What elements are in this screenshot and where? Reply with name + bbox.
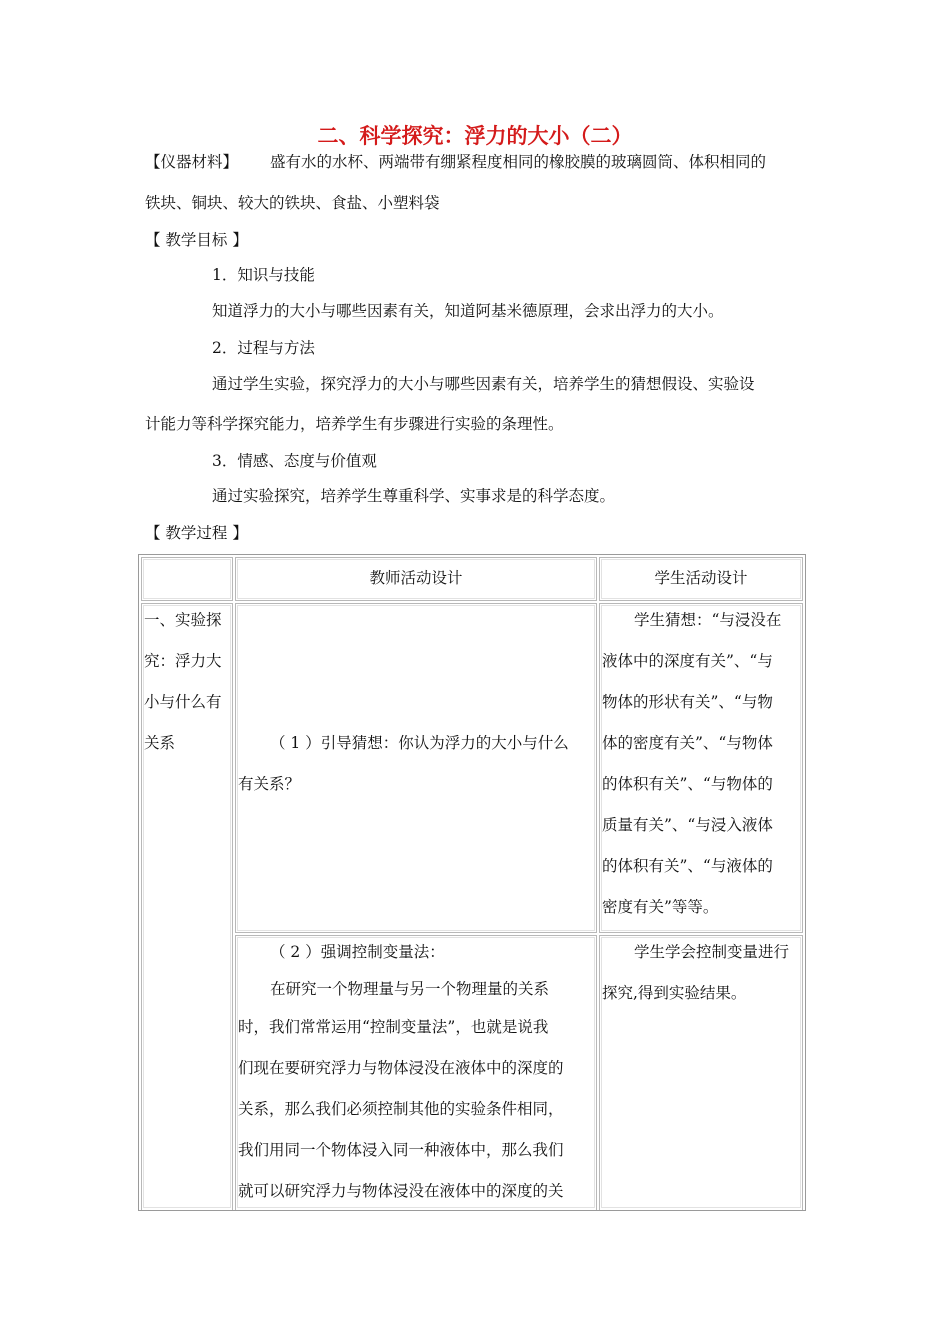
objective-3-text: 通过实验探究，培养学生尊重科学、实事求是的科学态度。: [212, 487, 616, 505]
row2-teacher-line: 在研究一个物理量与另一个物理量的关系: [270, 980, 550, 998]
table-header-student-label: 学生活动设计: [654, 569, 748, 587]
objective-1-text: 知道浮力的大小与哪些因素有关，知道阿基米德原理，会求出浮力的大小。: [212, 302, 724, 320]
row1-student-line: 液体中的深度有关”、“与: [602, 652, 773, 670]
row1-student-cell: [599, 603, 803, 933]
objective-3-title: 3．情感、态度与价值观: [212, 452, 377, 470]
row2-teacher-line: 关系，那么我们必须控制其他的实验条件相同，: [238, 1100, 564, 1118]
section-cell: [141, 603, 233, 1210]
row1-student-line: 密度有关”等等。: [602, 898, 719, 916]
row2-teacher-line: 时，我们常常运用“控制变量法”，也就是说我: [238, 1018, 549, 1036]
row1-student-line: 的体积有关”、“与物体的: [602, 775, 773, 793]
objective-2-text-line1: 通过学生实验，探究浮力的大小与哪些因素有关，培养学生的猜想假设、实验设: [212, 375, 755, 393]
section-line: 一、实验探: [144, 611, 222, 629]
row1-teacher-line: 有关系？: [238, 775, 301, 793]
row2-student-line: 学生学会控制变量进行: [634, 943, 790, 961]
row2-teacher-cell: [235, 935, 597, 1210]
objectives-heading: 【 教学目标 】: [145, 231, 248, 249]
row2-student-line: 探究,得到实验结果。: [602, 984, 747, 1002]
row1-teacher-line: （ 1 ）引导猜想：你认为浮力的大小与什么: [270, 734, 569, 752]
materials-text-line1: 盛有水的水杯、两端带有绷紧程度相同的橡胶膜的玻璃圆筒、体积相同的: [270, 153, 767, 171]
table-header-teacher: [235, 557, 597, 601]
materials-label: 【仪器材料】: [145, 153, 239, 171]
row2-teacher-line: 我们用同一个物体浸入同一种液体中，那么我们: [238, 1141, 564, 1159]
row2-teacher-line: 们现在要研究浮力与物体浸没在液体中的深度的: [238, 1059, 564, 1077]
page-title: 二、科学探究：浮力的大小（二）: [317, 124, 633, 148]
row1-student-line: 学生猜想：“与浸没在: [634, 611, 782, 629]
row2-teacher-line: 就可以研究浮力与物体浸没在液体中的深度的关: [238, 1182, 564, 1200]
table-header-student: [599, 557, 803, 601]
objective-1-title: 1．知识与技能: [212, 266, 315, 284]
objective-2-text-line2: 计能力等科学探究能力，培养学生有步骤进行实验的条理性。: [145, 415, 564, 433]
row1-student-line: 体的密度有关”、“与物体: [602, 734, 773, 752]
section-line: 关系: [144, 734, 176, 752]
row2-student-cell: [599, 935, 803, 1210]
table-header-empty: [141, 557, 233, 601]
materials-text-line2: 铁块、铜块、较大的铁块、食盐、小塑料袋: [145, 194, 440, 212]
section-line: 小与什么有: [144, 693, 222, 711]
row2-teacher-line: （ 2 ）强调控制变量法：: [270, 943, 445, 961]
process-heading: 【 教学过程 】: [145, 524, 248, 542]
table-header-teacher-label: 教师活动设计: [369, 569, 463, 587]
objective-2-title: 2．过程与方法: [212, 339, 315, 357]
process-table: [138, 554, 806, 1211]
section-line: 究：浮力大: [144, 652, 222, 670]
row1-student-line: 的体积有关”、“与液体的: [602, 857, 773, 875]
row1-student-line: 物体的形状有关”、“与物: [602, 693, 773, 711]
row1-teacher-cell: [235, 603, 597, 933]
row1-student-line: 质量有关”、“与浸入液体: [602, 816, 773, 834]
